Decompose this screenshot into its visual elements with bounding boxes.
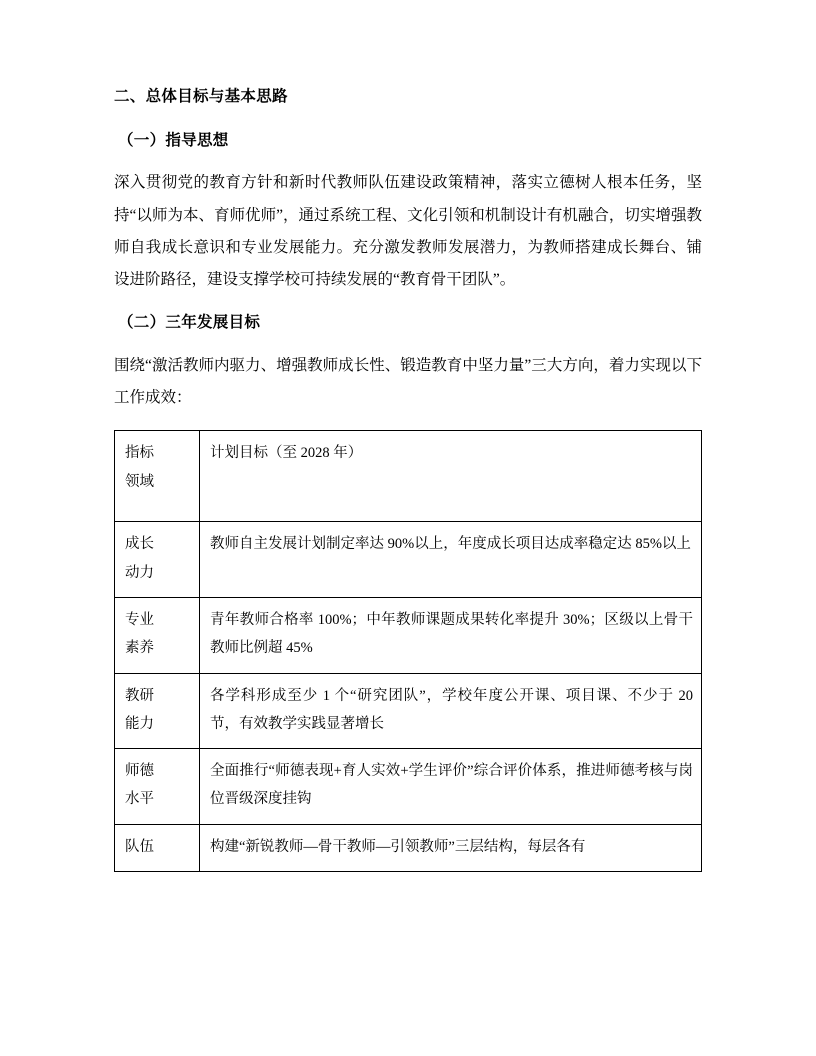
table-row xyxy=(115,673,702,749)
table-row-label-cell xyxy=(115,749,200,825)
table-row xyxy=(115,749,702,825)
table-header-label-line1: 指标 xyxy=(125,445,154,462)
table-row-value-cell xyxy=(200,673,702,749)
table-row-label-line2: 水平 xyxy=(125,791,154,808)
goals-table xyxy=(114,430,702,871)
table-row-label-line2: 素养 xyxy=(125,640,154,657)
table-row-label-cell xyxy=(115,522,200,598)
table-row-label-line2: 能力 xyxy=(125,715,154,732)
table-header-label-cell xyxy=(115,431,200,522)
table-row xyxy=(115,522,702,598)
table-row-value-text: 教师自主发展计划制定率达 90%以上，年度成长项目达成率稳定达 85%以上 xyxy=(210,536,691,553)
table-row-label-cell xyxy=(115,673,200,749)
table-row xyxy=(115,824,702,871)
table-row-value-cell xyxy=(200,824,702,871)
table-header-value-cell xyxy=(200,431,702,522)
table-row-value-text: 青年教师合格率 100%；中年教师课题成果转化率提升 30%；区级以上骨干教师比例超 45% xyxy=(210,612,693,657)
table-header-value-text: 计划目标（至 2028 年） xyxy=(210,445,363,462)
table-header-label-line2: 领域 xyxy=(125,473,154,490)
table-row-value-text: 全面推行“师德表现+育人实效+学生评价”综合评价体系，推进师德考核与岗位晋级深度挂钩 xyxy=(210,763,693,808)
paragraph-three-year-goals: 围绕“激活教师内驱力、增强教师成长性、锻造教育中坚力量”三大方向，着力实现以下工作成效： xyxy=(114,357,702,407)
table-row-label-line1: 教研 xyxy=(125,687,154,704)
table-row-label-cell xyxy=(115,824,200,871)
table-row-value-text: 构建“新锐教师—骨干教师—引领教师”三层结构，每层各有 xyxy=(210,838,586,855)
table-row xyxy=(115,598,702,674)
table-row-value-cell xyxy=(200,749,702,825)
table-row-label-line1: 专业 xyxy=(125,612,154,628)
table-row-label-line2: 动力 xyxy=(125,564,154,581)
table-row-value-cell xyxy=(200,522,702,598)
table-row-label-line1: 成长 xyxy=(125,536,154,553)
table-row-label-line1: 师德 xyxy=(125,763,154,780)
subsection-heading-guiding-thought: （一）指导思想 xyxy=(118,131,229,149)
table-row-value-text: 各学科形成至少 1 个“研究团队”，学校年度公开课、项目课、不少于 20 节，有效教学实践显著增长 xyxy=(210,687,693,732)
paragraph-guiding-thought: 深入贯彻党的教育方针和新时代教师队伍建设政策精神，落实立德树人根本任务，坚持“以师为本、育师优师”，通过系统工程、文化引领和机制设计有机融合，切实增强教师自我成长意识和专业发展能力。充分激发教师发展潜力，为教师搭建成长舞台、铺设进阶路径，建设支撑学校可持续发展的“教育骨干团队”。 xyxy=(114,174,702,289)
section-heading: 二、总体目标与基本思路 xyxy=(114,88,288,105)
table-row-label-cell xyxy=(115,598,200,674)
table-row xyxy=(115,431,702,522)
document-body xyxy=(114,86,702,872)
table-row-label-line1: 队伍 xyxy=(125,838,154,855)
subsection-heading-three-year-goals: （二）三年发展目标 xyxy=(118,314,261,332)
table-row-value-cell xyxy=(200,598,702,674)
